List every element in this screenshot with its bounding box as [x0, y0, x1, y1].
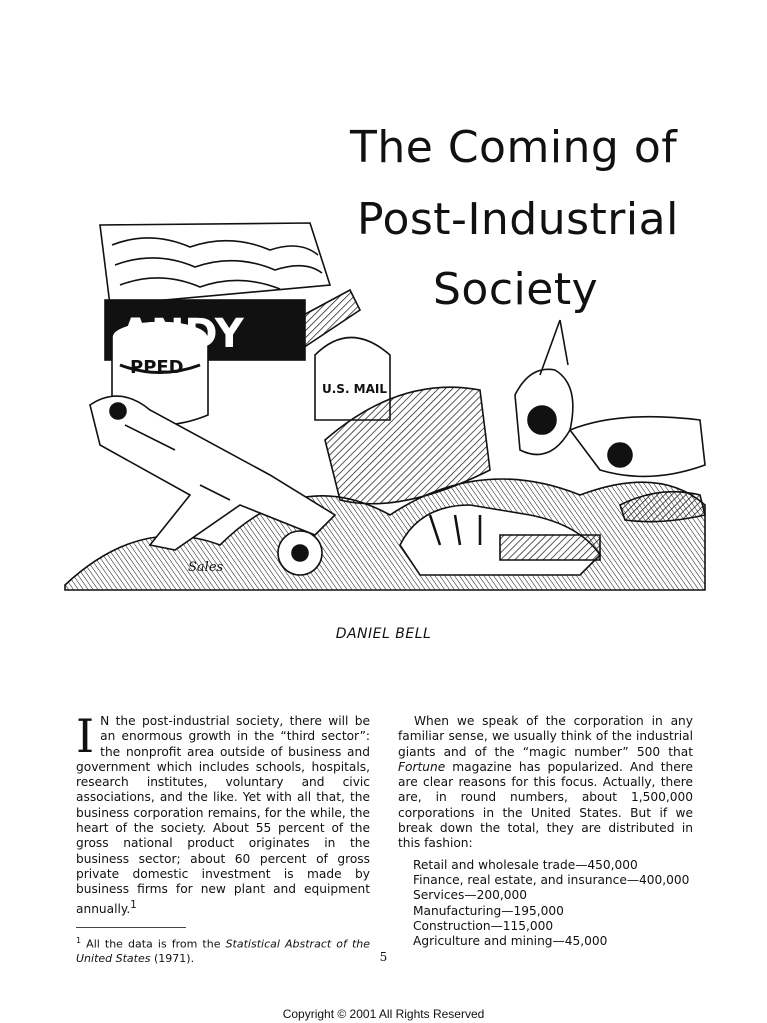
left-column	[76, 709, 371, 966]
page-number: 5	[379, 950, 388, 964]
drop-cap: I	[76, 709, 95, 763]
list-item: Retail and wholesale trade—450,000	[413, 857, 638, 872]
corporation-text-b: magazine has popularized. And there are clear reasons for this focus. Actually, there are, in round numbers, about 1,500,000 corporations in the United States. But if we break down the total, they are distributed in this fashion:	[398, 759, 693, 851]
title-line-2: Post-Industrial	[357, 194, 679, 245]
footnote-text-pre: All the data is from the	[81, 937, 226, 951]
footnote-text-post: (1971).	[150, 951, 195, 965]
author-name: DANIEL BELL	[335, 626, 432, 642]
list-item: Finance, real estate, and insurance—400,000	[413, 872, 690, 887]
footnote-reference: 1	[130, 899, 137, 911]
intro-paragraph	[76, 709, 370, 917]
title-line-3: Society	[433, 264, 599, 315]
candy-box	[100, 223, 330, 305]
toy-train	[500, 535, 600, 560]
copyright-notice: Copyright © 2001 All Rights Reserved	[282, 1007, 485, 1021]
list-item: Services—200,000	[413, 888, 527, 903]
list-item: Agriculture and mining—45,000	[413, 934, 608, 949]
corporation-text-a: When we speak of the corporation in any familiar sense, we usually think of the industrial giants and of the “magic number” 500 that	[398, 714, 693, 759]
list-item: Construction—115,000	[413, 918, 554, 933]
mailbox-text: U.S. MAIL	[322, 382, 388, 396]
airplane-text: Sales	[188, 560, 224, 575]
list-item: Manufacturing—195,000	[413, 903, 564, 918]
candy-sign-text: ANDY	[120, 311, 244, 357]
right-column	[398, 714, 693, 949]
footnote-number: 1	[76, 935, 82, 945]
corporation-distribution-list	[413, 858, 693, 950]
title-line-1: The Coming of	[350, 122, 678, 173]
can-text: PPED	[130, 357, 184, 378]
footnote-source-title: Statistical Abstract of the United States	[76, 937, 371, 965]
intro-text: N the post-industrial society, there will be an enormous growth in the “third sector”: the nonprofit area outside of business and government which includes schools, hospitals, research institutes, voluntary and civic associations, and the like. Yet with all that, the business corporation remains, for the while, the heart of the society. About 55 percent of the gross national product originates in the business sector; about 60 percent of gross private domestic investment is made by business firms for new plant and equipment annually.	[76, 714, 370, 916]
corporation-paragraph	[398, 714, 693, 852]
toy-gun	[570, 417, 705, 477]
fortune-title: Fortune	[398, 759, 446, 774]
footnote-rule	[76, 927, 186, 928]
toy-airplane	[90, 396, 335, 550]
illustration-junk-pile	[60, 215, 710, 595]
